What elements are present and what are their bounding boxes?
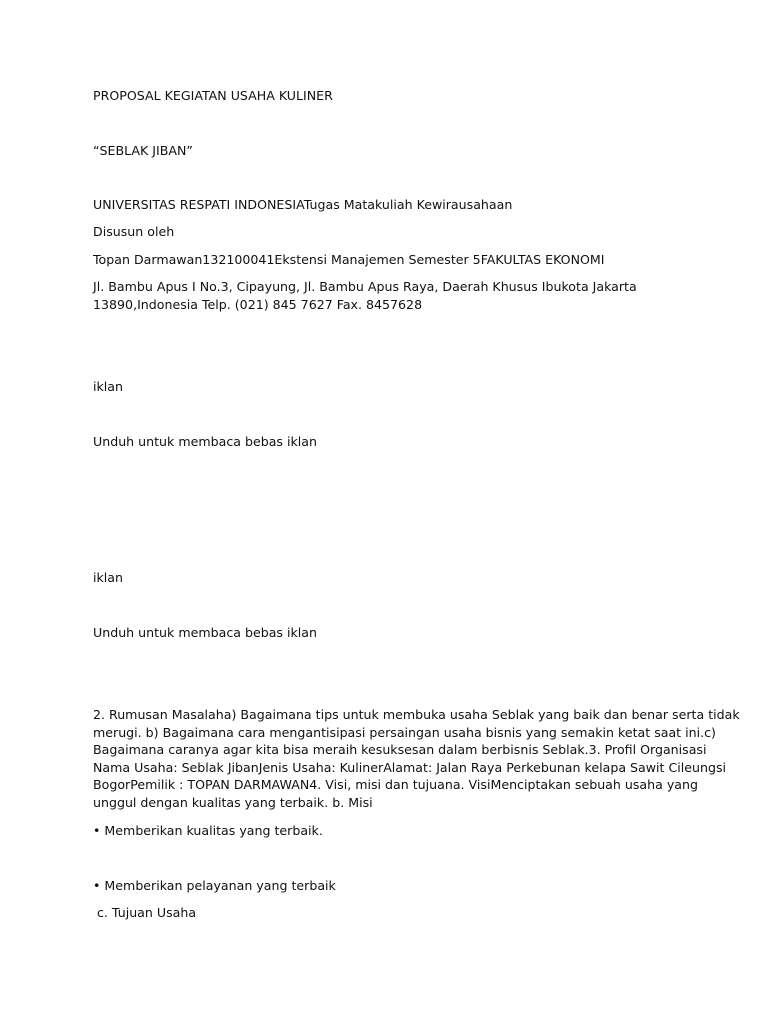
composed-by-label: Disusun oleh: [93, 224, 175, 239]
bullet-item: • Memberikan pelayanan yang terbaik: [93, 878, 336, 893]
address-block: [93, 278, 693, 313]
body-line: 2. Rumusan Masalaha) Bagaimana tips untuk membuka usaha Seblak yang baik dan benar serta tidak: [93, 707, 740, 722]
document-subtitle: “SEBLAK JIBAN”: [93, 143, 193, 158]
body-line: Bagaimana caranya agar kita bisa meraih kesuksesan dalam berbisnis Seblak.3. Profil Organisasi: [93, 742, 707, 757]
institution-line: UNIVERSITAS RESPATI INDONESIATugas Matakuliah Kewirausahaan: [93, 197, 513, 212]
body-paragraph: [93, 706, 740, 811]
ad-label: iklan: [93, 379, 123, 394]
body-line: merugi. b) Bagaimana cara mengantisipasi persaingan usaha bisnis yang semakin ketat saat ini.c): [93, 724, 716, 740]
body-line: BogorPemilik : TOPAN DARMAWAN4. Visi, misi dan tujuana. VisiMenciptakan sebuah usaha yang: [93, 777, 698, 792]
body-line: unggul dengan kualitas yang terbaik. b. Misi: [93, 794, 373, 810]
ad-free-download-link[interactable]: Unduh untuk membaca bebas iklan: [93, 434, 317, 449]
bullet-item: • Memberikan kualitas yang terbaik.: [93, 823, 323, 838]
address-line: Jl. Bambu Apus I No.3, Cipayung, Jl. Bambu Apus Raya, Daerah Khusus Ibukota Jakarta: [93, 279, 637, 294]
body-line: Nama Usaha: Seblak JibanJenis Usaha: KulinerAlamat: Jalan Raya Perkebunan kelapa Sawit Cileungsi: [93, 759, 727, 775]
ad-free-download-link[interactable]: Unduh untuk membaca bebas iklan: [93, 625, 317, 640]
section-heading: c. Tujuan Usaha: [93, 905, 197, 920]
document-title: PROPOSAL KEGIATAN USAHA KULINER: [93, 88, 333, 103]
author-line: Topan Darmawan132100041Ekstensi Manajemen Semester 5FAKULTAS EKONOMI: [93, 252, 605, 267]
ad-label: iklan: [93, 570, 123, 585]
address-line: 13890,Indonesia Telp. (021) 845 7627 Fax. 8457628: [93, 296, 423, 312]
